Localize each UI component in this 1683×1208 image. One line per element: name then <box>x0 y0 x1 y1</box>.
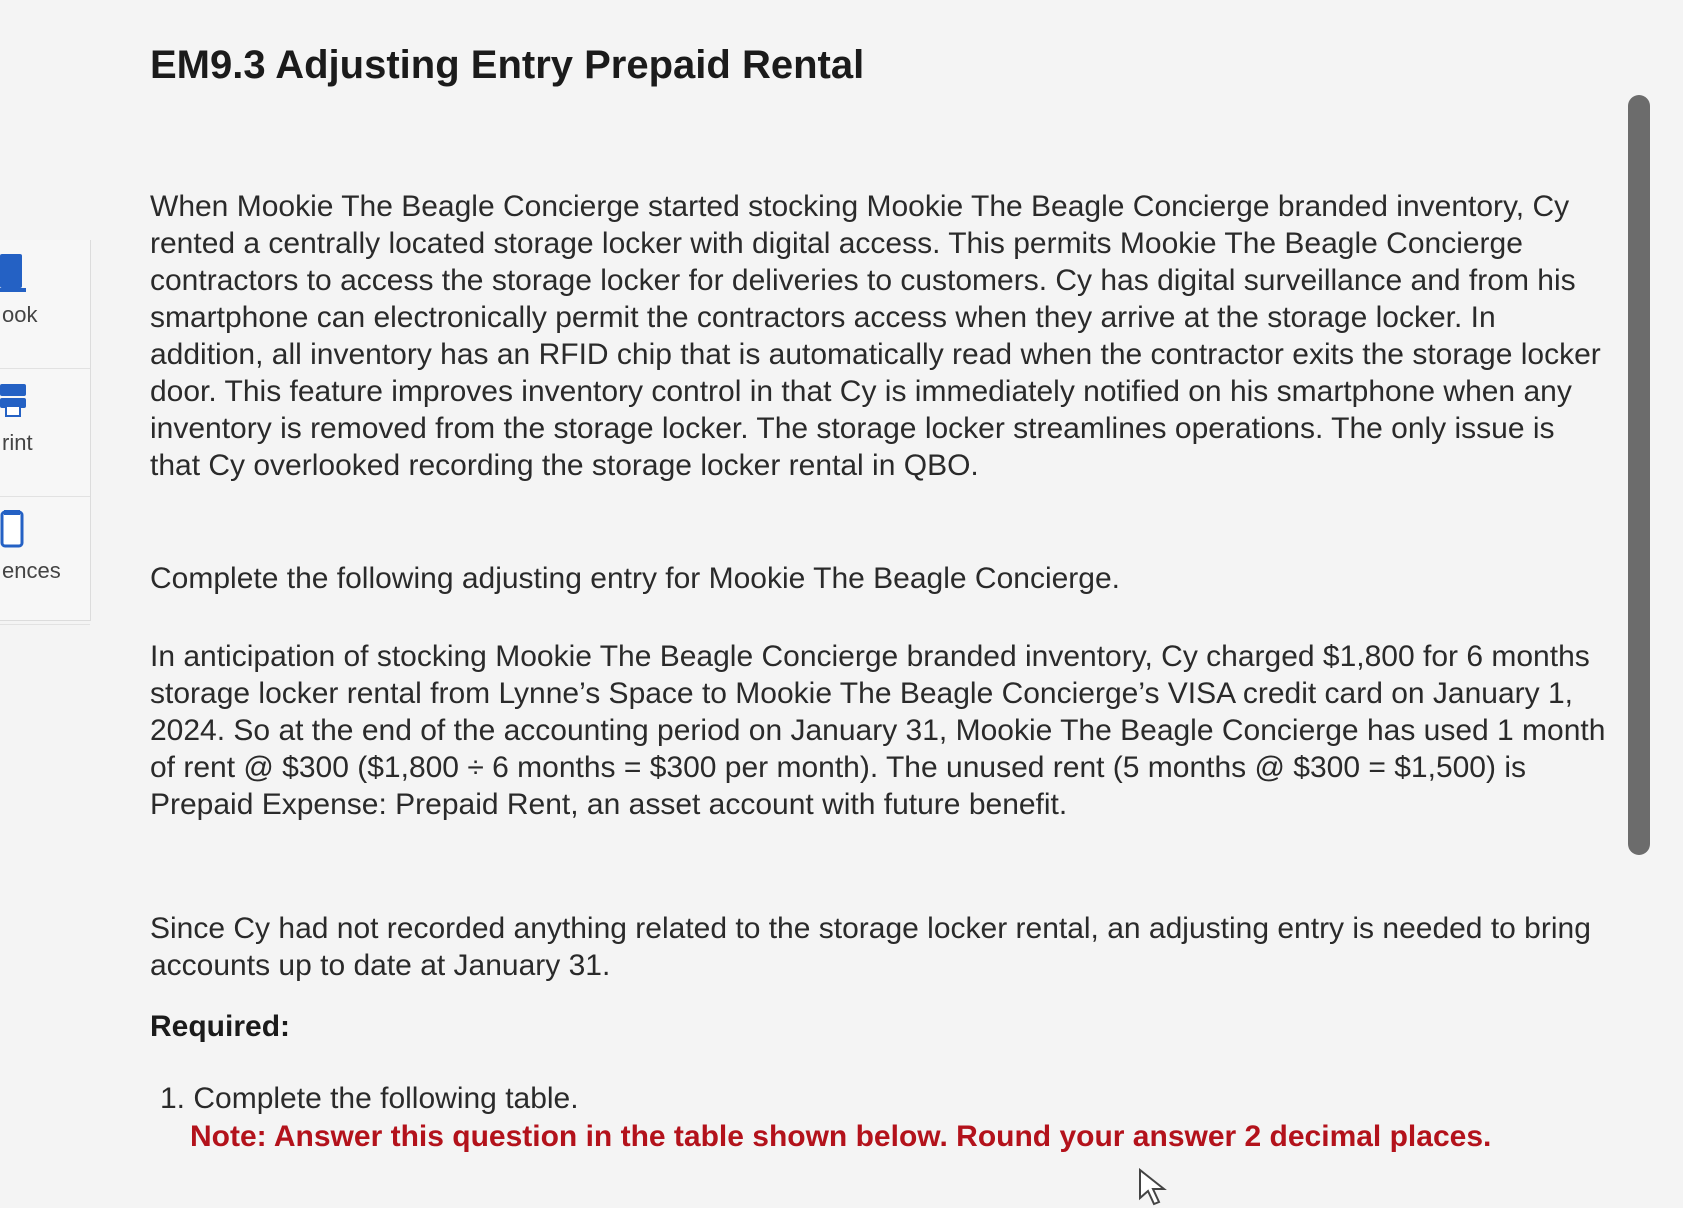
rail-item-ebook[interactable] <box>0 240 90 369</box>
required-item: 1. Complete the following table. <box>160 1082 579 1115</box>
main-content <box>150 40 1610 1153</box>
instruction-paragraph: Complete the following adjusting entry for Mookie The Beagle Concierge. <box>150 562 1120 595</box>
rail-item-label: ook <box>2 302 38 327</box>
left-rail <box>0 240 91 621</box>
page-title: EM9.3 Adjusting Entry Prepaid Rental <box>150 43 865 87</box>
scrollbar-thumb[interactable] <box>1628 95 1650 855</box>
book-icon <box>0 254 26 294</box>
required-heading: Required: <box>150 1010 291 1043</box>
scenario-paragraph: In anticipation of stocking Mookie The Beagle Concierge branded inventory, Cy charged $1,800 for 6 months storage locker rental from Lynne’s Space to Mookie The Beagle Concierge’s VISA credit card on January 1, 2024. So at the end of the accounting period on January 31, Mookie The Beagle Concierge has used 1 month of rent @ $300 ($1,800 ÷ 6 months = $300 per month). The unused rent (5 months @ $300 = $1,500) is Prepaid Expense: Prepaid Rent, an asset account with future benefit. <box>150 640 1606 821</box>
rail-item-print[interactable] <box>0 368 90 497</box>
rail-item-label: rint <box>2 430 33 455</box>
rail-item-label: ences <box>2 558 61 583</box>
print-icon <box>0 382 26 422</box>
rail-item-references[interactable] <box>0 496 90 625</box>
required-note: Note: Answer this question in the table shown below. Round your answer 2 decimal places. <box>190 1120 1492 1153</box>
references-icon <box>0 510 26 550</box>
mouse-cursor-icon <box>1138 1168 1178 1208</box>
adjusting-entry-paragraph: Since Cy had not recorded anything related to the storage locker rental, an adjusting entry is needed to bring accounts up to date at January 31. <box>150 912 1591 982</box>
required-list <box>160 1080 1610 1156</box>
intro-paragraph: When Mookie The Beagle Concierge started stocking Mookie The Beagle Concierge branded inventory, Cy rented a centrally located storage locker with digital access. This permits Mookie The Beagle Concierge contractors to access the storage locker for deliveries to customers. Cy has digital surveillance and from his smartphone can electronically permit the contractors access when they arrive at the storage locker. In addition, all inventory has an RFID chip that is automatically read when the contractor exits the storage locker door. This feature improves inventory control in that Cy is immediately notified on his smartphone when any inventory is removed from the storage locker. The storage locker streamlines operations. The only issue is that Cy overlooked recording the storage locker rental in QBO. <box>150 190 1601 482</box>
